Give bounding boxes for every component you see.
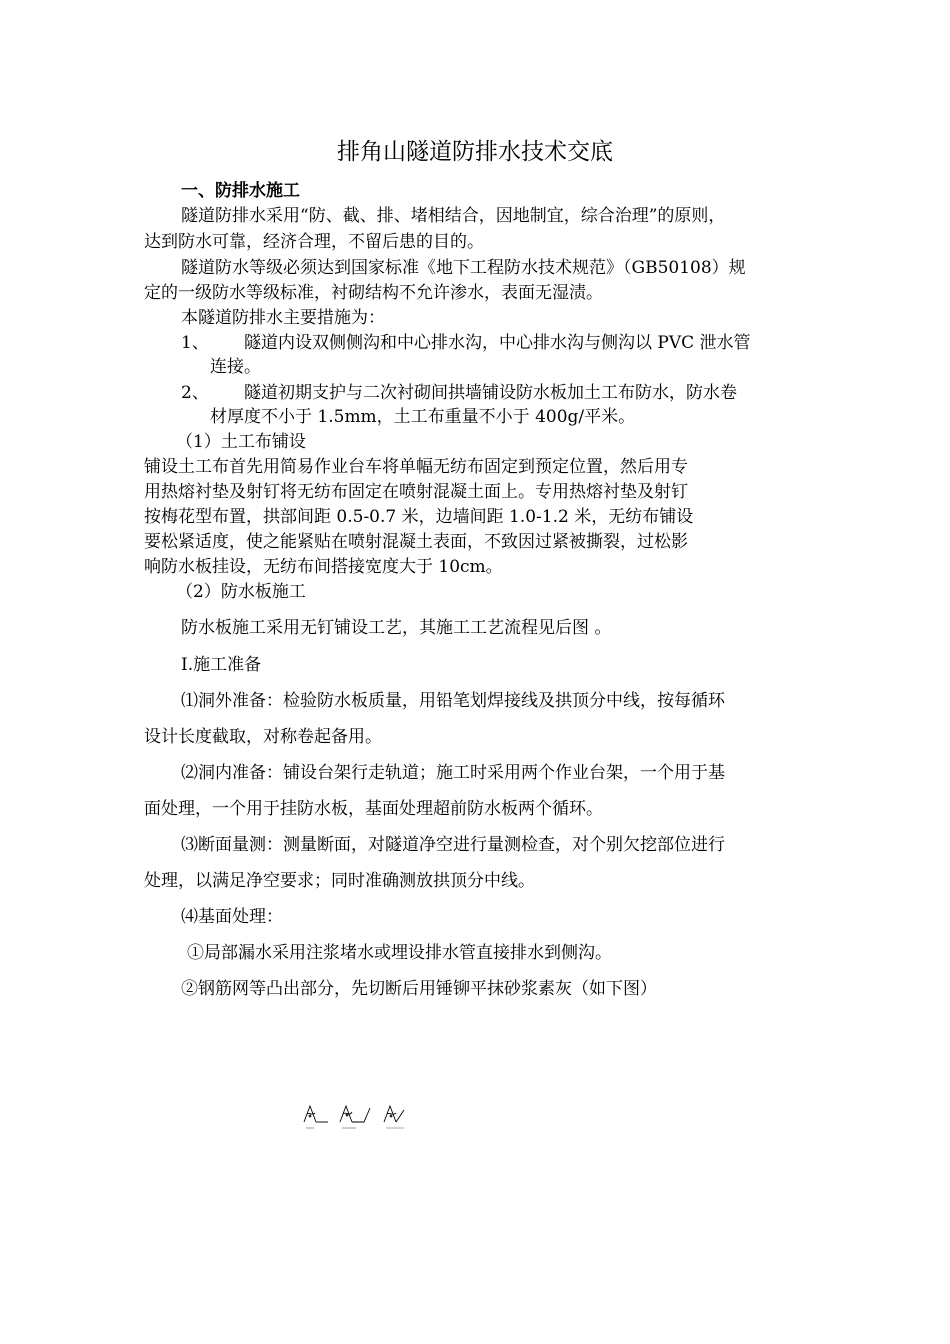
circled-item-1: ①局部漏水采用注浆堵水或埋设排水管直接排水到侧沟。 — [187, 943, 612, 963]
paragraph-3: 本隧道防排水主要措施为： — [181, 308, 385, 328]
paragraph-1-line-1: 隧道防排水采用“防、截、排、堵相结合，因地制宜，综合治理”的原则， — [181, 206, 726, 226]
circled-item-2: ②钢筋网等凸出部分，先切断后用锤铆平抹砂浆素灰（如下图） — [181, 979, 657, 999]
step-1-line-1: ⑴洞外准备：检验防水板质量，用铅笔划焊接线及拱顶分中线，按每循环 — [181, 691, 725, 711]
list-item-2-number: 2、 — [181, 383, 209, 403]
subheading-geotextile: （1）土工布铺设 — [176, 432, 306, 452]
paragraph-1-line-2: 达到防水可靠，经济合理，不留后患的目的。 — [144, 232, 484, 252]
list-item-1-line-2: 连接。 — [210, 357, 261, 377]
rebar-treatment-sketch — [300, 1100, 420, 1132]
paragraph-2-line-2: 定的一级防水等级标准，衬砌结构不允许渗水，表面无湿渍。 — [144, 283, 603, 303]
list-item-1-line-1: 隧道内设双侧侧沟和中心排水沟，中心排水沟与侧沟以 PVC 泄水管 — [244, 333, 751, 353]
list-item-1-number: 1、 — [181, 333, 209, 353]
list-item-2-line-2: 材厚度不小于 1.5mm，土工布重量不小于 400g/平米。 — [210, 407, 636, 427]
geotextile-line-4: 要松紧适度，使之能紧贴在喷射混凝土表面，不致因过紧被撕裂，过松影 — [144, 532, 688, 552]
construction-prep-heading: Ⅰ.施工准备 — [181, 655, 262, 675]
list-item-2-line-1: 隧道初期支护与二次衬砌间拱墙铺设防水板加土工布防水，防水卷 — [244, 383, 737, 403]
step-3-line-2: 处理，以满足净空要求；同时准确测放拱顶分中线。 — [144, 871, 535, 891]
step-2-line-1: ⑵洞内准备：铺设台架行走轨道；施工时采用两个作业台架，一个用于基 — [181, 763, 725, 783]
subheading-waterproof-board: （2）防水板施工 — [176, 582, 306, 602]
step-3-line-1: ⑶断面量测：测量断面，对隧道净空进行量测检查，对个别欠挖部位进行 — [181, 835, 725, 855]
step-4-heading: ⑷基面处理： — [181, 907, 283, 927]
geotextile-line-1: 铺设土工布首先用简易作业台车将单幅无纺布固定到预定位置，然后用专 — [144, 457, 688, 477]
geotextile-line-3: 按梅花型布置，拱部间距 0.5-0.7 米，边墙间距 1.0-1.2 米，无纺布铺设 — [144, 507, 694, 527]
document-title: 排角山隧道防排水技术交底 — [337, 139, 613, 165]
section-heading-1: 一、防排水施工 — [181, 181, 300, 201]
geotextile-line-5: 响防水板挂设，无纺布间搭接宽度大于 10cm。 — [144, 557, 503, 577]
waterproof-board-intro: 防水板施工采用无钉铺设工艺，其施工工艺流程见后图 。 — [181, 618, 612, 638]
step-1-line-2: 设计长度截取，对称卷起备用。 — [144, 727, 382, 747]
step-2-line-2: 面处理，一个用于挂防水板，基面处理超前防水板两个循环。 — [144, 799, 603, 819]
paragraph-2-line-1: 隧道防水等级必须达到国家标准《地下工程防水技术规范》（GB50108）规 — [181, 258, 746, 278]
geotextile-line-2: 用热熔衬垫及射钉将无纺布固定在喷射混凝土面上。专用热熔衬垫及射钉 — [144, 482, 688, 502]
